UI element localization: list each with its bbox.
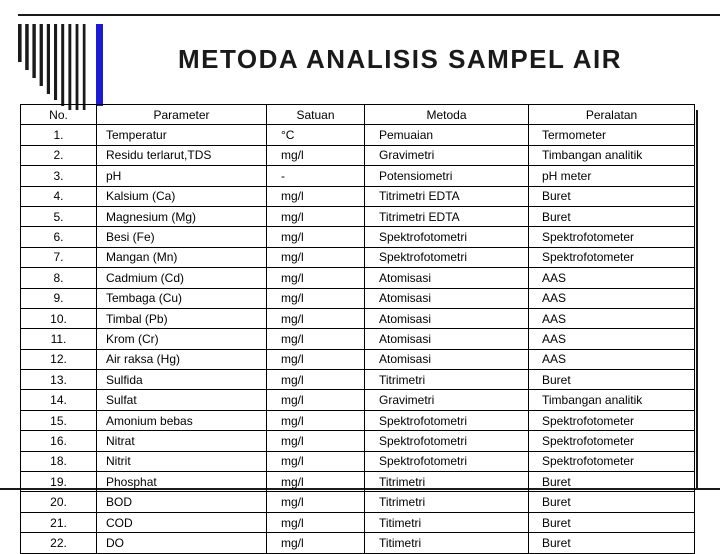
cell-parameter: COD: [97, 512, 267, 532]
cell-parameter: Residu terlarut,TDS: [97, 145, 267, 165]
cell-peralatan: AAS: [529, 308, 695, 328]
cell-parameter: Air raksa (Hg): [97, 349, 267, 369]
cell-no: 18.: [21, 451, 97, 471]
cell-no: 3.: [21, 166, 97, 186]
cell-metoda: Titrimetri: [365, 472, 529, 492]
cell-no: 15.: [21, 410, 97, 430]
table-row: [21, 268, 695, 288]
cell-satuan: mg/l: [267, 533, 365, 553]
cell-parameter: Sulfat: [97, 390, 267, 410]
cell-satuan: mg/l: [267, 472, 365, 492]
cell-no: 21.: [21, 512, 97, 532]
table-row: [21, 308, 695, 328]
right-divider: [696, 110, 698, 488]
cell-parameter: Nitrit: [97, 451, 267, 471]
cell-satuan: -: [267, 166, 365, 186]
cell-peralatan: AAS: [529, 268, 695, 288]
cell-metoda: Titimetri: [365, 533, 529, 553]
cell-metoda: Spektrofotometri: [365, 247, 529, 267]
cell-no: 2.: [21, 145, 97, 165]
cell-satuan: mg/l: [267, 431, 365, 451]
cell-peralatan: Timbangan analitik: [529, 145, 695, 165]
cell-metoda: Atomisasi: [365, 329, 529, 349]
cell-parameter: DO: [97, 533, 267, 553]
table-header-row: [21, 105, 695, 125]
cell-no: 13.: [21, 370, 97, 390]
cell-parameter: Mangan (Mn): [97, 247, 267, 267]
cell-metoda: Spektrofotometri: [365, 431, 529, 451]
cell-peralatan: Buret: [529, 533, 695, 553]
cell-no: 11.: [21, 329, 97, 349]
cell-no: 7.: [21, 247, 97, 267]
cell-parameter: pH: [97, 166, 267, 186]
cell-satuan: mg/l: [267, 288, 365, 308]
table-row: [21, 166, 695, 186]
table-row: [21, 390, 695, 410]
cell-parameter: Kalsium (Ca): [97, 186, 267, 206]
table-row: [21, 227, 695, 247]
cell-peralatan: Termometer: [529, 125, 695, 145]
cell-satuan: mg/l: [267, 227, 365, 247]
cell-satuan: mg/l: [267, 145, 365, 165]
cell-metoda: Titrimetri: [365, 492, 529, 512]
cell-no: 20.: [21, 492, 97, 512]
cell-peralatan: Buret: [529, 370, 695, 390]
cell-metoda: Atomisasi: [365, 349, 529, 369]
cell-satuan: mg/l: [267, 349, 365, 369]
table-row: [21, 512, 695, 532]
cell-metoda: Spektrofotometri: [365, 227, 529, 247]
table-row: [21, 370, 695, 390]
cell-peralatan: Buret: [529, 512, 695, 532]
cell-metoda: Titimetri: [365, 512, 529, 532]
table-row: [21, 451, 695, 471]
table-row: [21, 472, 695, 492]
cell-metoda: Spektrofotometri: [365, 451, 529, 471]
header-satuan: Satuan: [267, 105, 365, 125]
header-peralatan: Peralatan: [529, 105, 695, 125]
cell-parameter: Sulfida: [97, 370, 267, 390]
cell-peralatan: Buret: [529, 206, 695, 226]
cell-metoda: Atomisasi: [365, 268, 529, 288]
cell-satuan: mg/l: [267, 390, 365, 410]
cell-metoda: Titrimetri EDTA: [365, 206, 529, 226]
table-row: [21, 206, 695, 226]
cell-metoda: Pemuaian: [365, 125, 529, 145]
cell-no: 22.: [21, 533, 97, 553]
table-row: [21, 247, 695, 267]
cell-satuan: mg/l: [267, 308, 365, 328]
analysis-table: [20, 104, 695, 554]
cell-no: 12.: [21, 349, 97, 369]
table-row: [21, 349, 695, 369]
cell-no: 4.: [21, 186, 97, 206]
cell-metoda: Titrimetri EDTA: [365, 186, 529, 206]
cell-no: 1.: [21, 125, 97, 145]
cell-no: 16.: [21, 431, 97, 451]
cell-peralatan: Buret: [529, 492, 695, 512]
cell-metoda: Gravimetri: [365, 145, 529, 165]
cell-peralatan: Spektrofotometer: [529, 431, 695, 451]
cell-no: 9.: [21, 288, 97, 308]
cell-no: 5.: [21, 206, 97, 226]
cell-peralatan: Timbangan analitik: [529, 390, 695, 410]
header-metoda: Metoda: [365, 105, 529, 125]
cell-parameter: Magnesium (Mg): [97, 206, 267, 226]
cell-parameter: Phosphat: [97, 472, 267, 492]
table-row: [21, 145, 695, 165]
cell-metoda: Potensiometri: [365, 166, 529, 186]
cell-satuan: mg/l: [267, 247, 365, 267]
cell-satuan: mg/l: [267, 268, 365, 288]
cell-peralatan: Buret: [529, 186, 695, 206]
cell-no: 19.: [21, 472, 97, 492]
cell-parameter: Krom (Cr): [97, 329, 267, 349]
cell-peralatan: Spektrofotometer: [529, 410, 695, 430]
table-row: [21, 186, 695, 206]
table-row: [21, 288, 695, 308]
cell-satuan: °C: [267, 125, 365, 145]
cell-peralatan: AAS: [529, 288, 695, 308]
table-row: [21, 410, 695, 430]
cell-no: 6.: [21, 227, 97, 247]
cell-no: 8.: [21, 268, 97, 288]
cell-peralatan: Spektrofotometer: [529, 451, 695, 471]
cell-parameter: Nitrat: [97, 431, 267, 451]
cell-peralatan: pH meter: [529, 166, 695, 186]
cell-metoda: Titrimetri: [365, 370, 529, 390]
cell-parameter: Tembaga (Cu): [97, 288, 267, 308]
table-row: [21, 533, 695, 553]
cell-parameter: Cadmium (Cd): [97, 268, 267, 288]
cell-metoda: Gravimetri: [365, 390, 529, 410]
cell-no: 14.: [21, 390, 97, 410]
cell-satuan: mg/l: [267, 186, 365, 206]
cell-no: 10.: [21, 308, 97, 328]
cell-peralatan: AAS: [529, 349, 695, 369]
table-row: [21, 125, 695, 145]
cell-satuan: mg/l: [267, 451, 365, 471]
table-row: [21, 431, 695, 451]
cell-satuan: mg/l: [267, 206, 365, 226]
cell-parameter: Besi (Fe): [97, 227, 267, 247]
cell-parameter: Timbal (Pb): [97, 308, 267, 328]
cell-parameter: Amonium bebas: [97, 410, 267, 430]
cell-satuan: mg/l: [267, 512, 365, 532]
cell-peralatan: Spektrofotometer: [529, 247, 695, 267]
cell-peralatan: Buret: [529, 472, 695, 492]
cell-peralatan: AAS: [529, 329, 695, 349]
header-parameter: Parameter: [97, 105, 267, 125]
cell-parameter: Temperatur: [97, 125, 267, 145]
table-row: [21, 492, 695, 512]
header-no: No.: [21, 105, 97, 125]
cell-satuan: mg/l: [267, 410, 365, 430]
cell-parameter: BOD: [97, 492, 267, 512]
cell-satuan: mg/l: [267, 492, 365, 512]
cell-peralatan: Spektrofotometer: [529, 227, 695, 247]
page-title: METODA ANALISIS SAMPEL AIR: [178, 44, 622, 74]
cell-satuan: mg/l: [267, 370, 365, 390]
cell-metoda: Spektrofotometri: [365, 410, 529, 430]
cell-satuan: mg/l: [267, 329, 365, 349]
table-row: [21, 329, 695, 349]
cell-metoda: Atomisasi: [365, 308, 529, 328]
cell-metoda: Atomisasi: [365, 288, 529, 308]
